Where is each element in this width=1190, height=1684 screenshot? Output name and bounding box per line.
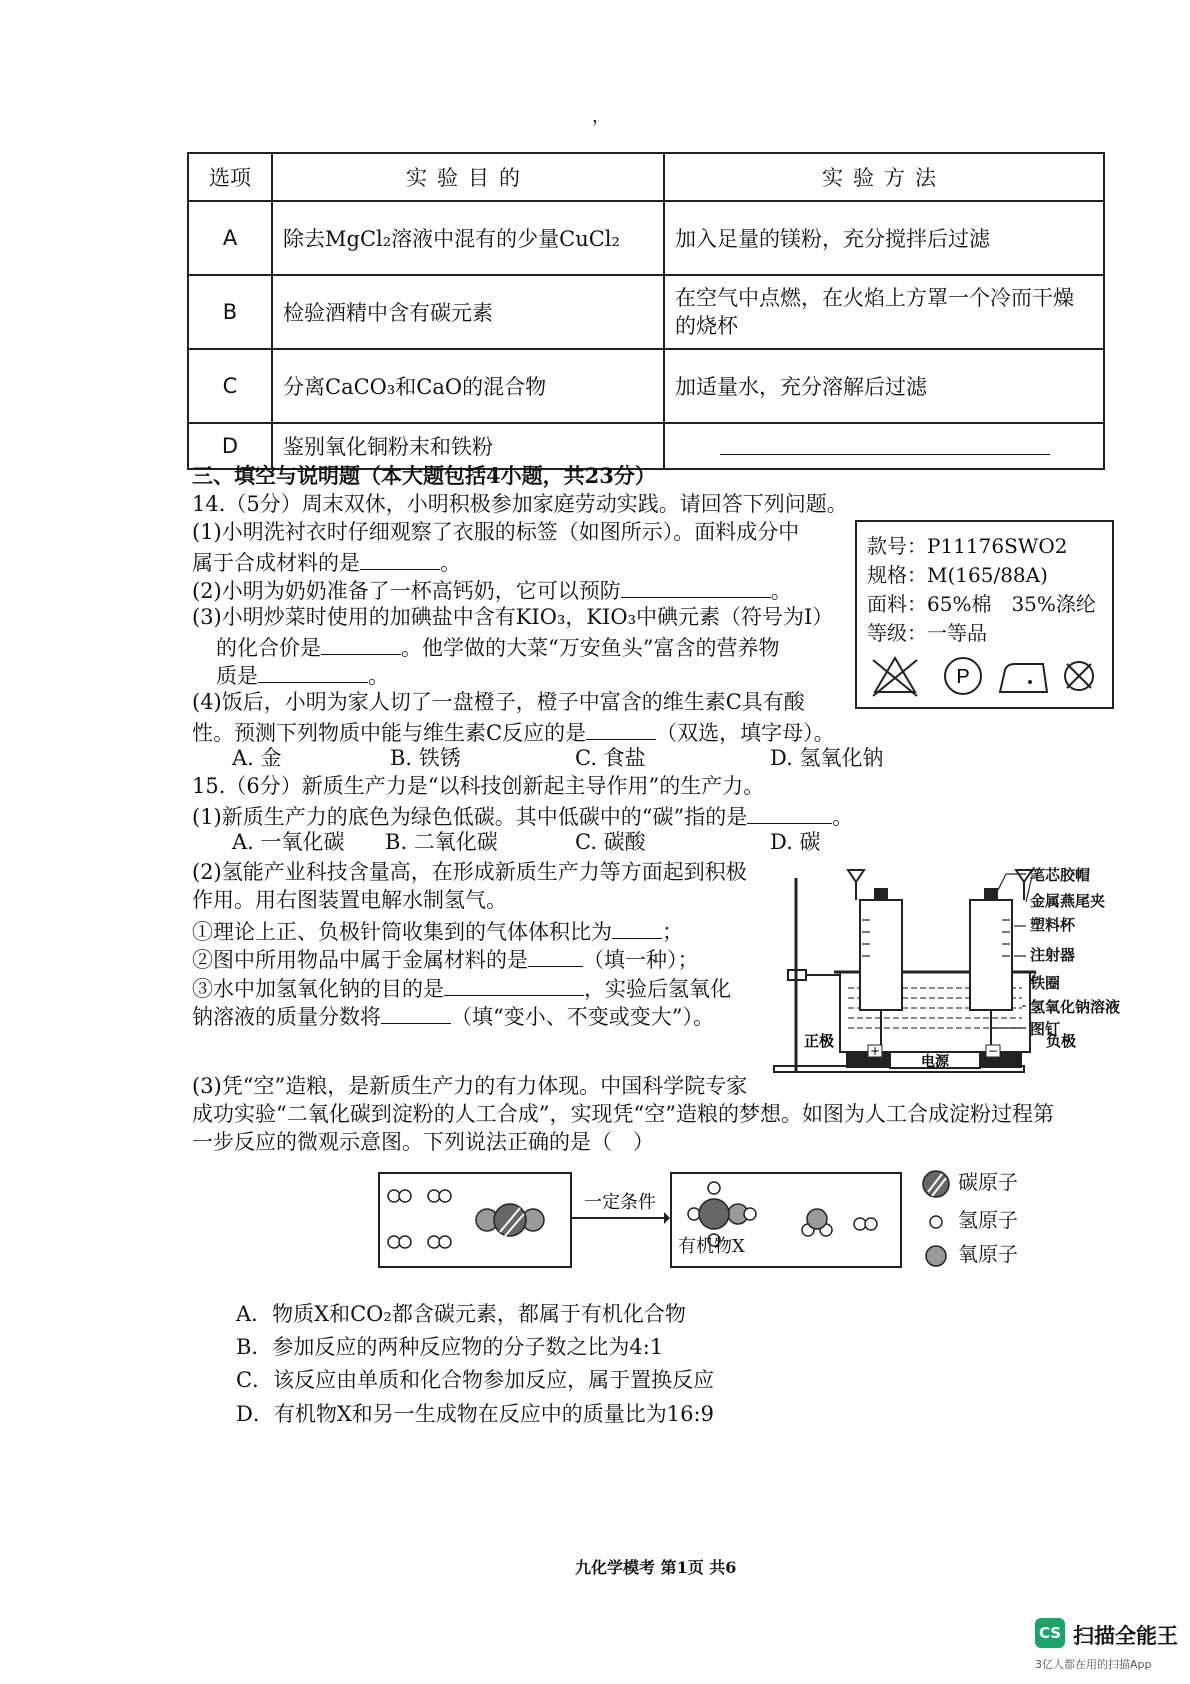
- clothing-label: [855, 520, 1114, 709]
- h2-molecules: [388, 1190, 451, 1248]
- q15-option-b: B. 二氧化碳: [385, 830, 498, 854]
- camscanner-logo-icon: CS: [1035, 1618, 1065, 1648]
- page-footer: 九化学模考 第1页 共6: [575, 1558, 737, 1577]
- q14-part1-a: (1)小明洗衬衣时仔细观察了衣服的标签（如图所示）。面料成分中: [192, 520, 800, 544]
- answer-blank[interactable]: [258, 661, 368, 683]
- label-thumbtack: 图钉: [1030, 1020, 1061, 1038]
- organic-x-label: 有机物X: [678, 1236, 745, 1257]
- answer-blank[interactable]: [528, 945, 583, 967]
- svg-text:P: P: [956, 666, 970, 688]
- answer-blank[interactable]: [720, 433, 1050, 455]
- no-tumble-dry-icon: [1065, 662, 1093, 690]
- q15-option-c: C. 碳酸: [575, 830, 646, 854]
- atom-legend: [918, 1170, 954, 1270]
- q14-option-d: D. 氢氧化钠: [770, 746, 884, 770]
- q15-option-a: A. 一氧化碳: [232, 830, 345, 854]
- iron-icon: [1000, 664, 1047, 692]
- label-plastic-cup: 塑料杯: [1030, 916, 1076, 934]
- q14-part4-a: (4)饭后，小明为家人切了一盘橙子，橙子中富含的维生素C具有酸: [192, 690, 805, 714]
- watermark-slogan: 3亿人都在用的扫描App: [1035, 1658, 1152, 1671]
- q14-part1-b: 属于合成材料的是 。: [192, 548, 461, 576]
- answer-blank[interactable]: [586, 718, 656, 740]
- q15-part2-b: 作用。用右图装置电解水制氢气。: [192, 888, 507, 912]
- row-method: 加适量水，充分溶解后过滤: [664, 349, 1104, 423]
- row-method: 加入足量的镁粉，充分搅拌后过滤: [664, 201, 1104, 275]
- q15-answer-a: A．物质X和CO₂都含碳元素，都属于有机化合物: [236, 1302, 686, 1326]
- q15-part3-c: 一步反应的微观示意图。下列说法正确的是（ ）: [192, 1130, 654, 1154]
- row-option: B: [188, 275, 272, 349]
- reaction-arrow: [570, 1190, 670, 1230]
- plus-sign: +: [869, 1044, 881, 1058]
- q15-stem: 15.（6分）新质生产力是“以科技创新起主导作用”的生产力。: [192, 774, 765, 798]
- care-icons: [865, 652, 1105, 700]
- table-row: [188, 349, 1104, 423]
- row-purpose: 除去MgCl₂溶液中混有的少量CuCl₂: [272, 201, 664, 275]
- q14-part3-b: 的化合价是 。他学做的大菜“万安鱼头”富含的营养物: [216, 633, 779, 661]
- q15-sub1: ①理论上正、负极针筒收集到的气体体积比为 ；: [192, 917, 683, 945]
- q14-stem: 14.（5分）周末双休，小明积极参加家庭劳动实践。请回答下列问题。: [192, 492, 848, 516]
- q14-part2: (2)小明为奶奶准备了一杯高钙奶，它可以预防 。: [192, 576, 792, 604]
- row-option: A: [188, 201, 272, 275]
- label-size: 规格：M(165/88A): [867, 563, 1048, 587]
- row-option: C: [188, 349, 272, 423]
- q15-sub2: ②图中所用物品中属于金属材料的是 （填一种）；: [192, 945, 699, 973]
- q15-option-d: D. 碳: [770, 830, 821, 854]
- label-grade: 等级：一等品: [867, 621, 987, 645]
- table-row: [188, 201, 1104, 275]
- header-method: 实验方法: [664, 153, 1104, 201]
- dry-clean-p-icon: [945, 658, 981, 694]
- products-box: [670, 1172, 902, 1268]
- row-purpose: 检验酒精中含有碳元素: [272, 275, 664, 349]
- q15-part2-a: (2)氢能产业科技含量高，在形成新质生产力等方面起到积极: [192, 860, 747, 884]
- reactant-molecules: [380, 1174, 570, 1266]
- water-molecule: [802, 1209, 832, 1236]
- minus-sign: −: [987, 1044, 999, 1058]
- label-binder-clip: 金属燕尾夹: [1030, 892, 1106, 910]
- answer-blank[interactable]: [381, 1002, 451, 1024]
- hydrogen-atom-icon: [930, 1216, 942, 1228]
- q14-part4-b: 性。预测下列物质中能与维生素C反应的是 （双选，填字母）。: [192, 718, 835, 746]
- answer-blank[interactable]: [321, 633, 401, 655]
- q14-part3-a: (3)小明炒菜时使用的加碘盐中含有KIO₃，KIO₃中碘元素（符号为I）: [192, 605, 834, 629]
- reaction-condition: 一定条件: [584, 1192, 656, 1213]
- co2-molecule: [476, 1204, 544, 1236]
- header-option: 选项: [188, 153, 272, 201]
- reactants-box: [378, 1172, 572, 1268]
- answer-blank[interactable]: [444, 974, 584, 996]
- row-purpose: 鉴别氧化铜粉末和铁粉: [272, 423, 664, 469]
- answer-blank[interactable]: [360, 548, 440, 570]
- legend-carbon: 碳原子: [958, 1170, 1018, 1194]
- q14-option-c: C. 食盐: [575, 746, 646, 770]
- label-syringe: 注射器: [1030, 946, 1076, 964]
- label-style-no: 款号：P11176SWO2: [867, 534, 1068, 558]
- positive-label: 正极: [804, 1032, 835, 1050]
- row-option: D: [188, 423, 272, 469]
- q14-part3-c: 质是 。: [216, 661, 389, 689]
- negative-label: 负极: [1046, 1032, 1077, 1050]
- q15-part3-b: 成功实验“二氧化碳到淀粉的人工合成”，实现凭“空”造粮的梦想。如图为人工合成淀粉过程第: [192, 1102, 1054, 1126]
- table-header-row: [188, 153, 1104, 201]
- answer-blank[interactable]: [612, 917, 662, 939]
- q15-sub3-b: 钠溶液的质量分数将 （填“变小、不变或变大”）。: [192, 1002, 714, 1030]
- legend-hydrogen: 氢原子: [958, 1208, 1018, 1232]
- watermark-name: 扫描全能王: [1073, 1624, 1178, 1648]
- experiment-table: [187, 152, 1105, 470]
- legend-oxygen: 氧原子: [958, 1242, 1018, 1266]
- label-pen-cap: 笔芯胶帽: [1030, 866, 1091, 884]
- oxygen-atom-icon: [926, 1246, 946, 1266]
- section-title: 三、填空与说明题（本大题包括4小题，共23分）: [192, 463, 656, 488]
- q14-option-a: A. 金: [232, 746, 282, 770]
- answer-blank[interactable]: [621, 576, 771, 598]
- table-row: [188, 275, 1104, 349]
- answer-blank[interactable]: [747, 802, 832, 824]
- row-method: 在空气中点燃，在火焰上方罩一个冷而干燥的烧杯: [664, 275, 1104, 349]
- power-label: 电源: [921, 1054, 949, 1070]
- q15-answer-c: C．该反应由单质和化合物参加反应，属于置换反应: [236, 1368, 715, 1392]
- label-iron-ring: 铁圈: [1030, 974, 1061, 992]
- q15-sub3: ③水中加氢氧化钠的目的是 ，实验后氢氧化: [192, 974, 731, 1002]
- q15-answer-b: B．参加反应的两种反应物的分子数之比为4:1: [236, 1335, 664, 1359]
- header-purpose: 实验目的: [272, 153, 664, 201]
- label-naoh-solution: 氢氧化钠溶液: [1030, 998, 1121, 1016]
- q14-option-b: B. 铁锈: [390, 746, 461, 770]
- row-method-blank[interactable]: [664, 423, 1104, 469]
- q15-part3-a: (3)凭“空”造粮，是新质生产力的有力体现。中国科学院专家: [192, 1074, 748, 1098]
- stray-mark: ，: [592, 106, 610, 127]
- q15-part1: (1)新质生产力的底色为绿色低碳。其中低碳中的“碳”指的是 。: [192, 802, 853, 830]
- carbon-atom-icon: [923, 1171, 949, 1197]
- no-bleach-icon: [873, 658, 917, 696]
- row-purpose: 分离CaCO₃和CaO的混合物: [272, 349, 664, 423]
- label-fabric: 面料：65%棉 35%涤纶: [867, 592, 1096, 616]
- h2-molecule: [854, 1218, 877, 1230]
- q15-answer-d: D．有机物X和另一生成物在反应中的质量比为16:9: [236, 1402, 714, 1426]
